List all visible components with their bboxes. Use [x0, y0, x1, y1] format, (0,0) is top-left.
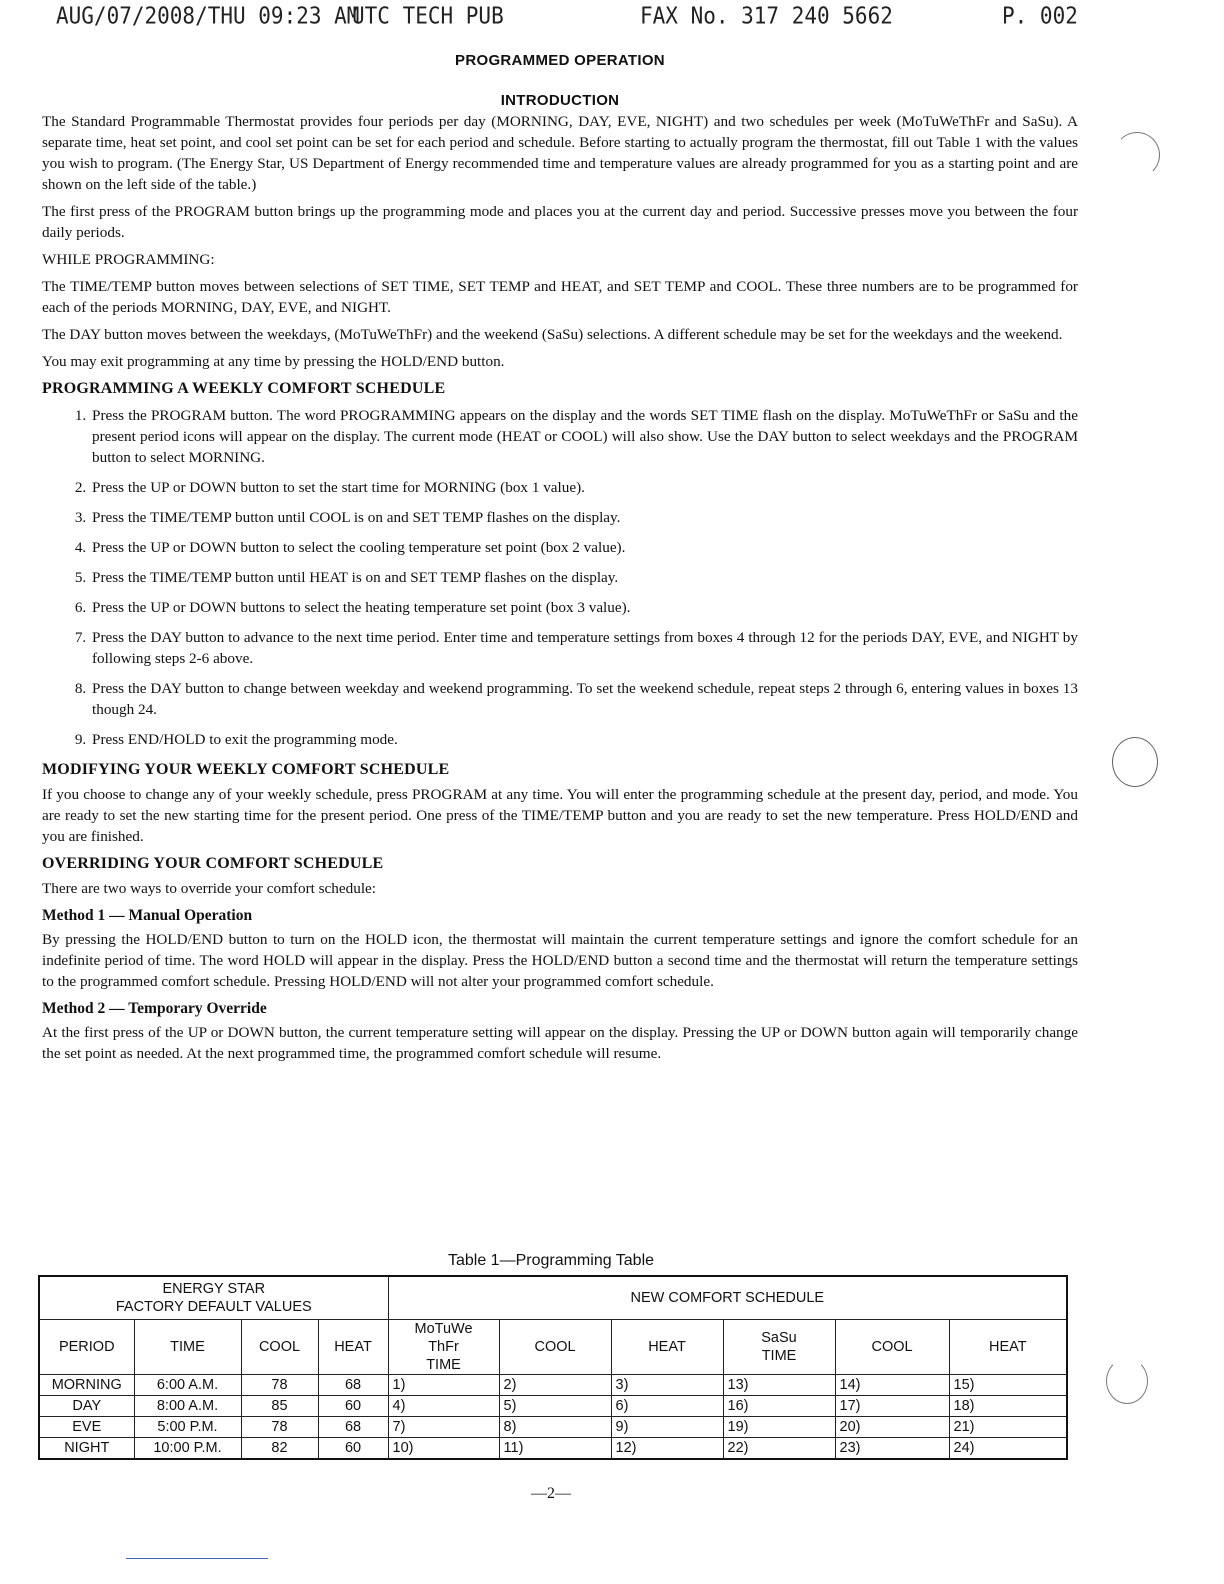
- step-item: 2. Press the UP or DOWN button to set the start time for MORNING (box 1 value).: [90, 477, 1078, 498]
- col-header-cool: COOL: [241, 1320, 318, 1375]
- default-cool-cell: 78: [241, 1375, 318, 1396]
- method1-paragraph: By pressing the HOLD/END button to turn on the HOLD icon, the thermostat will maintain the current temperature settings and ignore the comfort schedule for an indefinite period of time. The word HOLD will appear in the display. Press the HOLD/END button a second time and the thermostat will return the temperature settings to the programmed comfort schedule. Pressing HOLD/END will not alter your programmed comfort schedule.: [42, 931, 1078, 990]
- step-item: 7. Press the DAY button to advance to the next time period. Enter time and temperature settings from boxes 4 through 12 for the periods DAY, EVE, and NIGHT by following steps 2-6 above.: [90, 627, 1078, 669]
- period-cell: DAY: [39, 1396, 134, 1417]
- document-body: [42, 46, 1078, 1070]
- box-cell: 10): [388, 1438, 499, 1460]
- box-cell: 3): [611, 1375, 723, 1396]
- table-row: [39, 1417, 1067, 1438]
- new-schedule-group-header: NEW COMFORT SCHEDULE: [388, 1276, 1067, 1320]
- box-cell: 4): [388, 1396, 499, 1417]
- period-cell: MORNING: [39, 1375, 134, 1396]
- page-number: —2—: [531, 1485, 571, 1502]
- method2-paragraph: At the first press of the UP or DOWN button, the current temperature setting will appear on the display. Pressing the UP or DOWN button again will temporarily change the set point as needed. At the next programmed time, the programmed comfort schedule will resume.: [42, 1024, 1078, 1062]
- default-heat-cell: 68: [318, 1417, 388, 1438]
- box-cell: 15): [949, 1375, 1067, 1396]
- step-item: 9. Press END/HOLD to exit the programming mode.: [90, 729, 1078, 750]
- col-header-weekend-cool: COOL: [835, 1320, 949, 1375]
- programming-steps: [42, 405, 1078, 750]
- step-item: 6. Press the UP or DOWN buttons to select the heating temperature set point (box 3 value).: [90, 597, 1078, 618]
- box-cell: 17): [835, 1396, 949, 1417]
- modifying-heading: MODIFYING YOUR WEEKLY COMFORT SCHEDULE: [42, 761, 450, 778]
- box-cell: 22): [723, 1438, 835, 1460]
- table-row: [39, 1375, 1067, 1396]
- method1-heading: Method 1 — Manual Operation: [42, 907, 253, 924]
- while-programming-label: WHILE PROGRAMMING:: [42, 251, 215, 268]
- factory-defaults-group-header: [39, 1276, 388, 1320]
- punch-hole-mark: [1112, 737, 1158, 787]
- overriding-heading: OVERRIDING YOUR COMFORT SCHEDULE: [42, 855, 384, 872]
- page-title: PROGRAMMED OPERATION: [455, 52, 665, 69]
- fax-organization: UTC TECH PUB: [352, 2, 504, 30]
- default-cool-cell: 85: [241, 1396, 318, 1417]
- default-time-cell: 8:00 A.M.: [134, 1396, 241, 1417]
- table-row: [39, 1396, 1067, 1417]
- fax-number: FAX No. 317 240 5662: [640, 2, 893, 30]
- box-cell: 12): [611, 1438, 723, 1460]
- programming-table: [38, 1275, 1068, 1460]
- overriding-intro: There are two ways to override your comfort schedule:: [42, 880, 376, 897]
- while-programming-paragraph: You may exit programming at any time by pressing the HOLD/END button.: [42, 353, 505, 370]
- step-item: 4. Press the UP or DOWN button to select the cooling temperature set point (box 2 value).: [90, 537, 1078, 558]
- box-cell: 19): [723, 1417, 835, 1438]
- intro-paragraph: The Standard Programmable Thermostat provides four periods per day (MORNING, DAY, EVE, NIGHT) and two schedules per week (MoTuWeThFr and SaSu). A separate time, heat set point, and cool set point can be set for each period and schedule. Before starting to actually program the thermostat, fill out Table 1 with the values you wish to program. (The Energy Star, US Department of Energy recommended time and temperature values are already programmed for you as a starting point and are shown on the left side of the table.): [42, 113, 1078, 193]
- punch-hole-mark: [1106, 1358, 1148, 1404]
- weekly-schedule-heading: PROGRAMMING A WEEKLY COMFORT SCHEDULE: [42, 380, 446, 397]
- table-caption: Table 1—Programming Table: [447, 1252, 655, 1269]
- default-cool-cell: 78: [241, 1417, 318, 1438]
- box-cell: 20): [835, 1417, 949, 1438]
- period-cell: EVE: [39, 1417, 134, 1438]
- intro-paragraph: The first press of the PROGRAM button brings up the programming mode and places you at the current day and period. Successive presses move you between the four daily periods.: [42, 203, 1078, 241]
- box-cell: 21): [949, 1417, 1067, 1438]
- box-cell: 24): [949, 1438, 1067, 1460]
- box-cell: 18): [949, 1396, 1067, 1417]
- box-cell: 11): [499, 1438, 611, 1460]
- default-time-cell: 5:00 P.M.: [134, 1417, 241, 1438]
- scan-underline-mark: [126, 1558, 268, 1559]
- period-cell: NIGHT: [39, 1438, 134, 1460]
- default-time-cell: 6:00 A.M.: [134, 1375, 241, 1396]
- weekday-time-line2: ThFr: [428, 1339, 459, 1355]
- col-header-heat: HEAT: [318, 1320, 388, 1375]
- fax-page: P. 002: [1002, 2, 1078, 30]
- while-programming-paragraph: The DAY button moves between the weekdays, (MoTuWeThFr) and the weekend (SaSu) selections. A different schedule may be set for the weekdays and the weekend.: [42, 326, 1063, 343]
- fax-header: [56, 2, 1078, 33]
- box-cell: 13): [723, 1375, 835, 1396]
- col-header-time: TIME: [134, 1320, 241, 1375]
- box-cell: 14): [835, 1375, 949, 1396]
- col-header-period: PERIOD: [39, 1320, 134, 1375]
- box-cell: 5): [499, 1396, 611, 1417]
- group-left-line1: ENERGY STAR: [162, 1281, 266, 1297]
- default-heat-cell: 60: [318, 1438, 388, 1460]
- weekend-time-line1: SaSu: [761, 1330, 797, 1346]
- default-cool-cell: 82: [241, 1438, 318, 1460]
- box-cell: 9): [611, 1417, 723, 1438]
- table-row: [39, 1438, 1067, 1460]
- col-header-weekday-heat: HEAT: [611, 1320, 723, 1375]
- default-time-cell: 10:00 P.M.: [134, 1438, 241, 1460]
- col-header-weekday-cool: COOL: [499, 1320, 611, 1375]
- while-programming-paragraph: The TIME/TEMP button moves between selections of SET TIME, SET TEMP and HEAT, and SET TEMP and COOL. These three numbers are to be programmed for each of the periods MORNING, DAY, EVE, and NIGHT.: [42, 278, 1078, 316]
- box-cell: 16): [723, 1396, 835, 1417]
- step-item: 5. Press the TIME/TEMP button until HEAT is on and SET TEMP flashes on the display.: [90, 567, 1078, 588]
- default-heat-cell: 68: [318, 1375, 388, 1396]
- step-item: 1. Press the PROGRAM button. The word PROGRAMMING appears on the display and the words SET TIME flash on the display. MoTuWeThFr or SaSu and the present period icons will appear on the display. The current mode (HEAT or COOL) will also show. Use the DAY button to select weekdays and the PROGRAM button to select MORNING.: [90, 405, 1078, 468]
- step-item: 8. Press the DAY button to change between weekday and weekend programming. To set the weekend schedule, repeat steps 2 through 6, entering values in boxes 13 though 24.: [90, 678, 1078, 720]
- intro-heading: INTRODUCTION: [500, 92, 620, 109]
- box-cell: 8): [499, 1417, 611, 1438]
- col-header-weekend-heat: HEAT: [949, 1320, 1067, 1375]
- box-cell: 2): [499, 1375, 611, 1396]
- weekday-time-line3: TIME: [426, 1357, 461, 1373]
- default-heat-cell: 60: [318, 1396, 388, 1417]
- box-cell: 23): [835, 1438, 949, 1460]
- punch-hole-mark: [1114, 132, 1160, 178]
- weekend-time-line2: TIME: [761, 1348, 797, 1364]
- box-cell: 6): [611, 1396, 723, 1417]
- weekday-time-line1: MoTuWe: [414, 1321, 473, 1337]
- box-cell: 7): [388, 1417, 499, 1438]
- box-cell: 1): [388, 1375, 499, 1396]
- fax-date-time: AUG/07/2008/THU 09:23 AM: [56, 2, 360, 30]
- modifying-paragraph: If you choose to change any of your weekly schedule, press PROGRAM at any time. You will enter the programming schedule at the present day, period, and mode. You are ready to set the new starting time for the present period. One press of the TIME/TEMP button and you are ready to set the new temperature. Press HOLD/END and you are finished.: [42, 786, 1078, 845]
- method2-heading: Method 2 — Temporary Override: [42, 1000, 267, 1017]
- col-header-weekday-time: [388, 1320, 499, 1375]
- group-left-line2: FACTORY DEFAULT VALUES: [115, 1299, 312, 1315]
- step-item: 3. Press the TIME/TEMP button until COOL is on and SET TEMP flashes on the display.: [90, 507, 1078, 528]
- col-header-weekend-time: [723, 1320, 835, 1375]
